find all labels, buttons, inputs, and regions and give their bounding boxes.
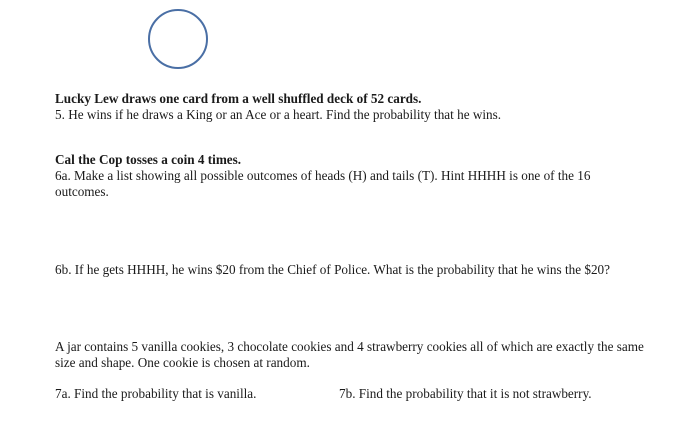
coin-problem-section — [55, 152, 645, 200]
cookie-problem-section — [55, 339, 645, 371]
circle-shape — [148, 9, 208, 69]
question-6a: 6a. Make a list showing all possible outcomes of heads (H) and tails (T). Hint HHHH is one of the 16 outcomes. — [55, 168, 591, 199]
question-7b: 7b. Find the probability that it is not strawberry. — [339, 386, 592, 401]
coin-problem-heading: Cal the Cop tosses a coin 4 times. — [55, 152, 242, 167]
cookie-problem-intro: A jar contains 5 vanilla cookies, 3 chocolate cookies and 4 strawberry cookies all of which are exactly the same size and shape. One cookie is chosen at random. — [55, 339, 644, 370]
question-5: 5. He wins if he draws a King or an Ace or a heart. Find the probability that he wins. — [55, 107, 502, 122]
card-problem-heading: Lucky Lew draws one card from a well shuffled deck of 52 cards. — [55, 91, 422, 106]
question-7a: 7a. Find the probability that is vanilla. — [55, 386, 257, 401]
question-6b: 6b. If he gets HHHH, he wins $20 from the Chief of Police. What is the probability that he wins the $20? — [55, 262, 610, 277]
question-6b-block — [55, 262, 645, 278]
card-problem-section — [55, 91, 645, 123]
